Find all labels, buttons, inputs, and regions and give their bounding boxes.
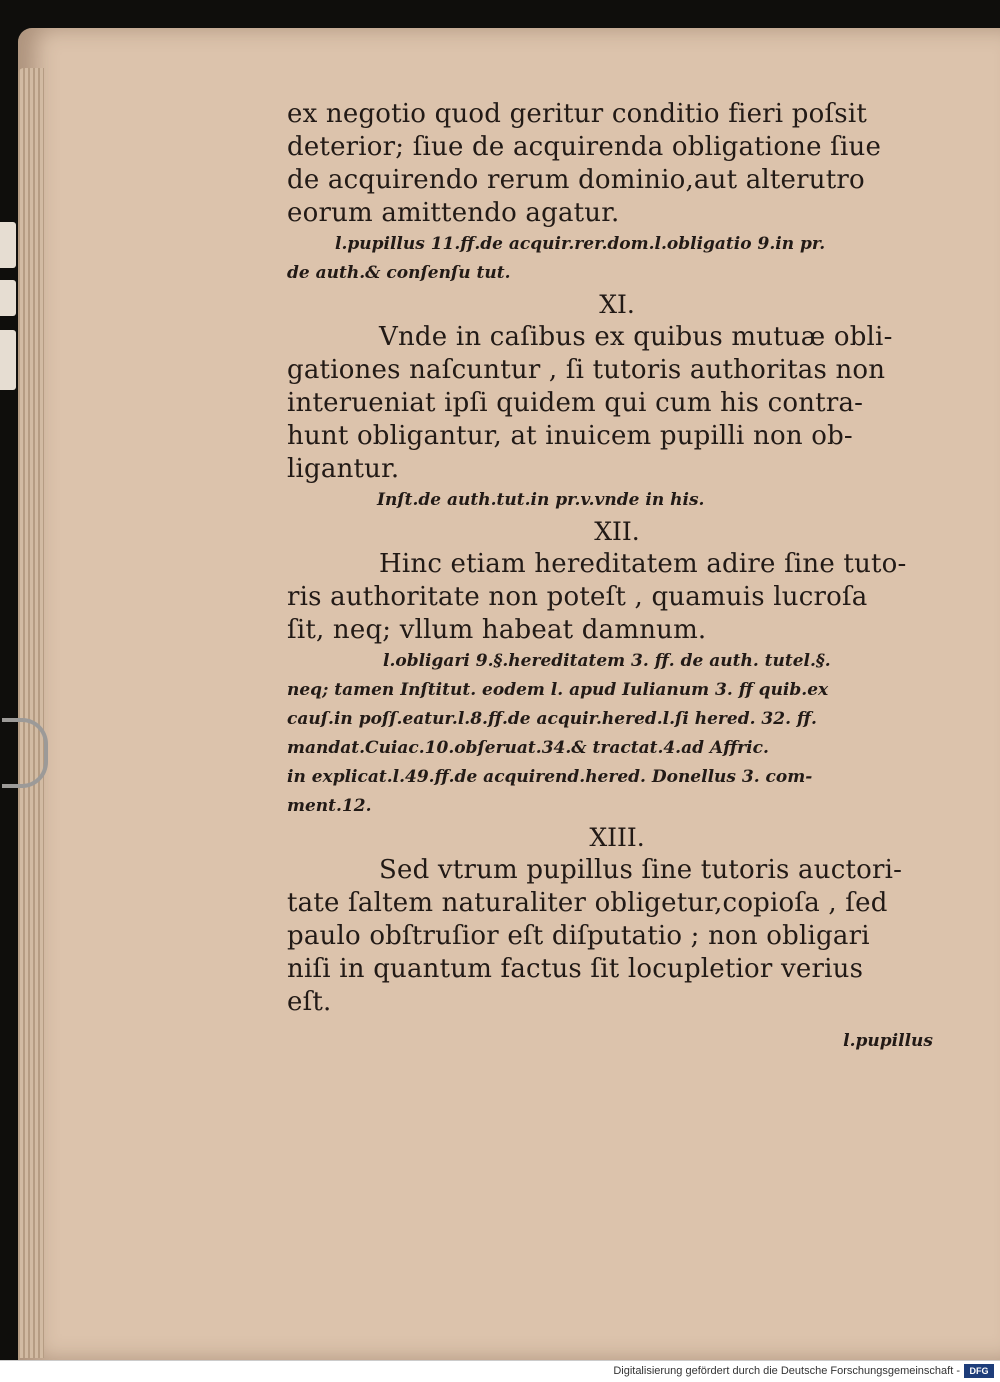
footer-bar (0, 1360, 1000, 1382)
page-tab (0, 222, 16, 268)
catchword: l.pupillus (843, 1031, 933, 1051)
citation-line: in explicat.l.49.ff.de acquirend.hered. Donellus 3. com- (287, 767, 813, 787)
text-line: ligantur. (287, 454, 400, 484)
text-line: Sed vtrum pupillus ſine tutoris auctori- (379, 855, 903, 885)
text-line: Hinc etiam hereditatem adire ſine tuto- (379, 549, 907, 579)
section-heading: XIII. (589, 823, 645, 852)
text-line: tate ſaltem naturaliter obligetur,copioſa , ſed (287, 888, 888, 918)
text-line: eſt. (287, 987, 332, 1017)
dfg-logo-icon: DFG (964, 1364, 994, 1378)
citation-line: cauſ.in poſſ.eatur.l.8.ff.de acquir.hered.l.ſi hered. 32. ff. (287, 709, 817, 729)
citation-line: mandat.Cuiac.10.obſeruat.34.& tractat.4.ad Affric. (287, 738, 769, 758)
text-line: Vnde in caſibus ex quibus mutuæ obli- (379, 322, 893, 352)
text-line: ris authoritate non poteſt , quamuis lucroſa (287, 582, 868, 612)
text-line: niſi in quantum factus ſit locupletior verius (287, 954, 864, 984)
page-tab (0, 280, 16, 316)
text-line: de acquirendo rerum dominio,aut alterutro (287, 165, 865, 195)
citation-line: l.pupillus 11.ff.de acquir.rer.dom.l.obligatio 9.in pr. (335, 234, 826, 254)
funding-credit: Digitalisierung gefördert durch die Deutsche Forschungsgemeinschaft - (613, 1365, 960, 1377)
text-line: hunt obligantur, at inuicem pupilli non ob- (287, 421, 853, 451)
text-line: eorum amittendo agatur. (287, 198, 620, 228)
text-line: paulo obſtruſior eſt diſputatio ; non obligari (287, 921, 870, 951)
page-edges (18, 68, 44, 1358)
citation-line: ment.12. (287, 796, 372, 816)
section-heading: XII. (594, 517, 640, 546)
text-line: gationes naſcuntur , ſi tutoris authoritas non (287, 355, 886, 385)
page-text (287, 98, 947, 1056)
citation-line: de auth.& conſenſu tut. (287, 263, 511, 283)
text-line: interueniat ipſi quidem qui cum his contra- (287, 388, 864, 418)
text-line: deterior; ſiue de acquirenda obligatione ſiue (287, 132, 882, 162)
citation-line: Inſt.de auth.tut.in pr.v.vnde in his. (377, 490, 705, 510)
page-tab (0, 330, 16, 390)
citation-line: l.obligari 9.§.hereditatem 3. ff. de auth. tutel.§. (383, 651, 831, 671)
section-heading: XI. (599, 290, 635, 319)
paper-clip (2, 718, 48, 788)
text-line: ſit, neq; vllum habeat damnum. (287, 615, 707, 645)
citation-line: neq; tamen Inſtitut. eodem l. apud Iulianum 3. ff quib.ex (287, 680, 829, 700)
text-line: ex negotio quod geritur conditio fieri poſsit (287, 99, 867, 129)
